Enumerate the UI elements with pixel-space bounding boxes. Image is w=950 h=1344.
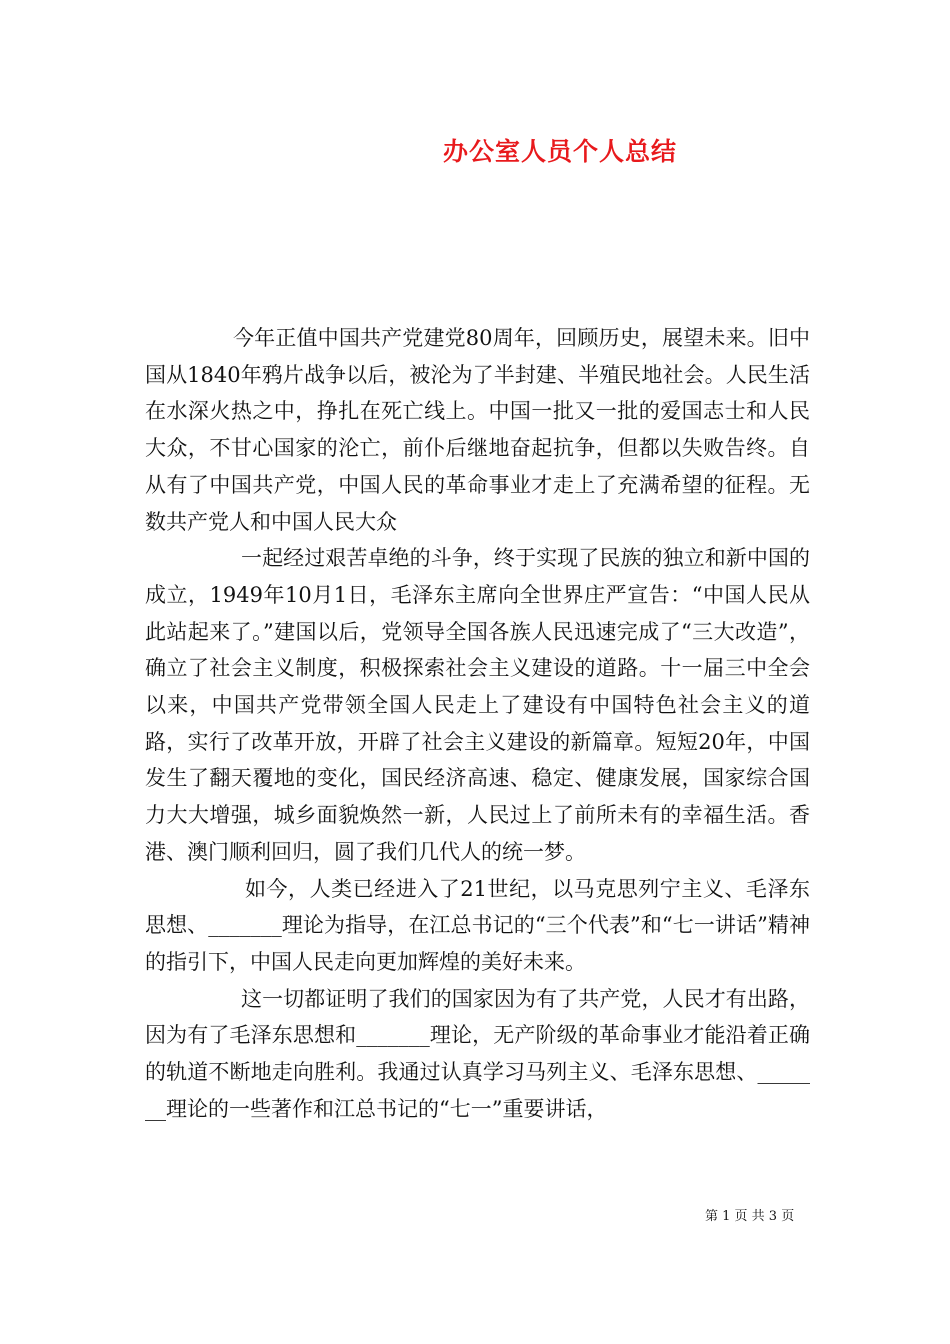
paragraph: 如今，人类已经进入了21世纪，以马克思列宁主义、毛泽东思想、_______理论为指导，在江总书记的“三个代表”和“七一讲话”精神的指引下，中国人民走向更加辉煌的美好未来。 [145, 876, 810, 974]
paragraph: 今年正值中国共产党建党80周年，回顾历史，展望未来。旧中国从1840年鸦片战争以后，被沦为了半封建、半殖民地社会。人民生活在水深火热之中，挣扎在死亡线上。中国一批又一批的爱国志士和人民大众，不甘心国家的沦亡，前仆后继地奋起抗争，但都以失败告终。自从有了中国共产党，中国人民的革命事业才走上了充满希望的征程。无数共产党人和中国人民大众 [145, 326, 810, 534]
paragraph: 一起经过艰苦卓绝的斗争，终于实现了民族的独立和新中国的成立，1949年10月1日，毛泽东主席向全世界庄严宣告：“中国人民从此站起来了。”建国以后，党领导全国各族人民迅速完成了“三大改造”，确立了社会主义制度，积极探索社会主义建设的道路。十一届三中全会以来，中国共产党带领全国人民走上了建设有中国特色社会主义的道路，实行了改革开放，开辟了社会主义建设的新篇章。短短20年，中国发生了翻天覆地的变化，国民经济高速、稳定、健康发展，国家综合国力大大增强，城乡面貌焕然一新，人民过上了前所未有的幸福生活。香港、澳门顺利回归，圆了我们几代人的统一梦。 [145, 546, 810, 864]
paragraph: 这一切都证明了我们的国家因为有了共产党，人民才有出路，因为有了毛泽东思想和_______理论，无产阶级的革命事业才能沿着正确的轨道不断地走向胜利。我通过认真学习马列主义、毛泽东思想、_______理论的一些著作和江总书记的“七一”重要讲话， [145, 986, 810, 1121]
page-number: 第 1 页 共 3 页 [705, 1209, 795, 1224]
page-title: 办公室人员个人总结 [442, 137, 677, 166]
body-text [145, 320, 810, 1127]
